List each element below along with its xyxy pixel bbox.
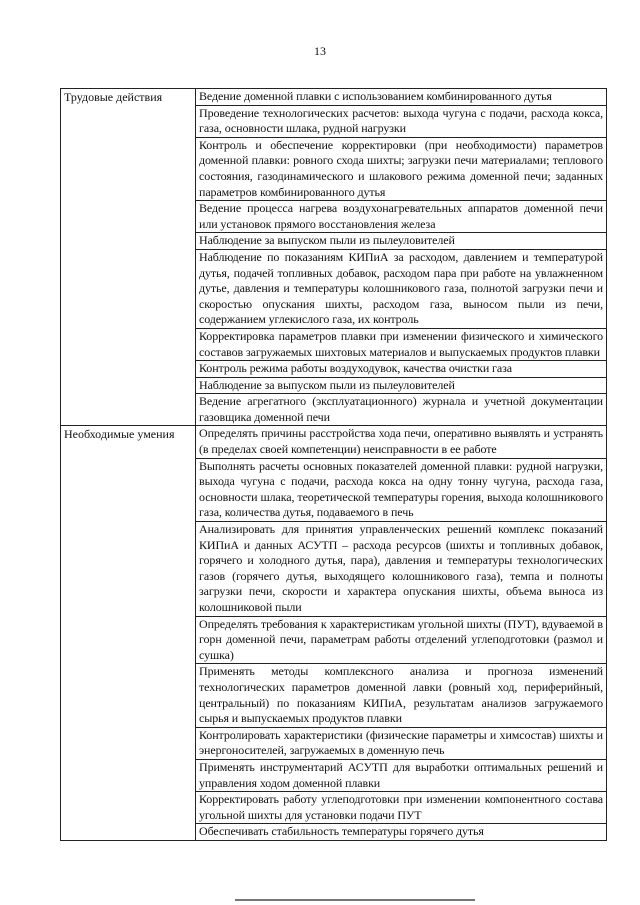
table-cell-description: Контроль режима работы воздуходувок, качества очистки газа xyxy=(196,361,607,378)
table-cell-description: Анализировать для принятия управленческих решений комплекс показаний КИПиА и данных АСУТП – расхода ресурсов (шихты и топливных добавок, горячего и холодного дутья, пара), давления и температуры технологических газов (горячего дутья, выходящего колошникового газа), темпа и полноты загрузки печи, скорости и характера опускания шихты, объема выноса из колошниковой пыли xyxy=(196,522,607,617)
table-cell-description: Определять требования к характеристикам угольной шихты (ПУТ), вдуваемой в горн доменной печи, параметрам работы отделений углеподготовки (размол и сушка) xyxy=(196,616,607,664)
table-cell-description: Проведение технологических расчетов: выхода чугуна с подачи, расхода кокса, газа, основности шлака, рудной нагрузки xyxy=(196,105,607,137)
table-cell-description: Применять методы комплексного анализа и прогноза изменений технологических параметров доменной лавки (ровный ход, периферийный, центральный) по показаниям КИПиА, результатам анализов загружаемого сырья и выпускаемых продуктов плавки xyxy=(196,664,607,727)
table-cell-description: Определять причины расстройства хода печи, оперативно выявлять и устранять (в пределах своей компетенции) неисправности в ее работе xyxy=(196,426,607,458)
table-cell-description: Контролировать характеристики (физические параметры и химсостав) шихты и энергоносителей, загружаемых в доменную печь xyxy=(196,727,607,759)
table-cell-description: Ведение процесса нагрева воздухонагревательных аппаратов доменной печи или установок прямого восстановления железа xyxy=(196,201,607,233)
table-row xyxy=(61,89,607,106)
table-row xyxy=(61,426,607,458)
table-cell-description: Наблюдение за выпуском пыли из пылеуловителей xyxy=(196,233,607,250)
table-cell-description: Ведение агрегатного (эксплуатационного) журнала и учетной документации газовщика доменной печи xyxy=(196,394,607,426)
table-cell-description: Наблюдение по показаниям КИПиА за расходом, давлением и температурой дутья, подачей топливных добавок, расходом пара при работе на увлажненном дутье, давления и температуры колошникового газа, полнотой загрузки печи и скоростью опускания шихты, расходом газа, выносом пыли из печи, содержанием углекислого газа, их контроль xyxy=(196,249,607,328)
table-cell-description: Применять инструментарий АСУТП для выработки оптимальных решений и управления ходом доменной плавки xyxy=(196,759,607,791)
section-label-labor-actions: Трудовые действия xyxy=(61,89,196,426)
page-number: 13 xyxy=(314,44,326,58)
table-cell-description: Корректировать работу углеподготовки при изменении компонентного состава угольной шихты для установки подачи ПУТ xyxy=(196,792,607,824)
qualification-table xyxy=(60,88,607,841)
table-cell-description: Выполнять расчеты основных показателей доменной плавки: рудной нагрузки, выхода чугуна с подачи, расхода кокса на одну тонну чугуна, расхода газа, основности шлака, теоретической температуры горения, выхода колошникового газа, количества дутья, подаваемого в печь xyxy=(196,458,607,521)
table-cell-description: Контроль и обеспечение корректировки (при необходимости) параметров доменной плавки: ровного схода шихты; загрузки печи материалами; теплового состояния, газодинамического и шлакового режима доменной печи; заданных параметров комбинированного дутья xyxy=(196,137,607,200)
section-label-required-skills: Необходимые умения xyxy=(61,426,196,840)
scan-edge-line xyxy=(235,899,475,901)
table-cell-description: Обеспечивать стабильность температуры горячего дутья xyxy=(196,824,607,841)
table-cell-description: Корректировка параметров плавки при изменении физического и химического составов загружаемых шихтовых материалов и выпускаемых продуктов плавки xyxy=(196,328,607,360)
table-cell-description: Наблюдение за выпуском пыли из пылеуловителей xyxy=(196,377,607,394)
table-cell-description: Ведение доменной плавки с использованием комбинированного дутья xyxy=(196,89,607,106)
